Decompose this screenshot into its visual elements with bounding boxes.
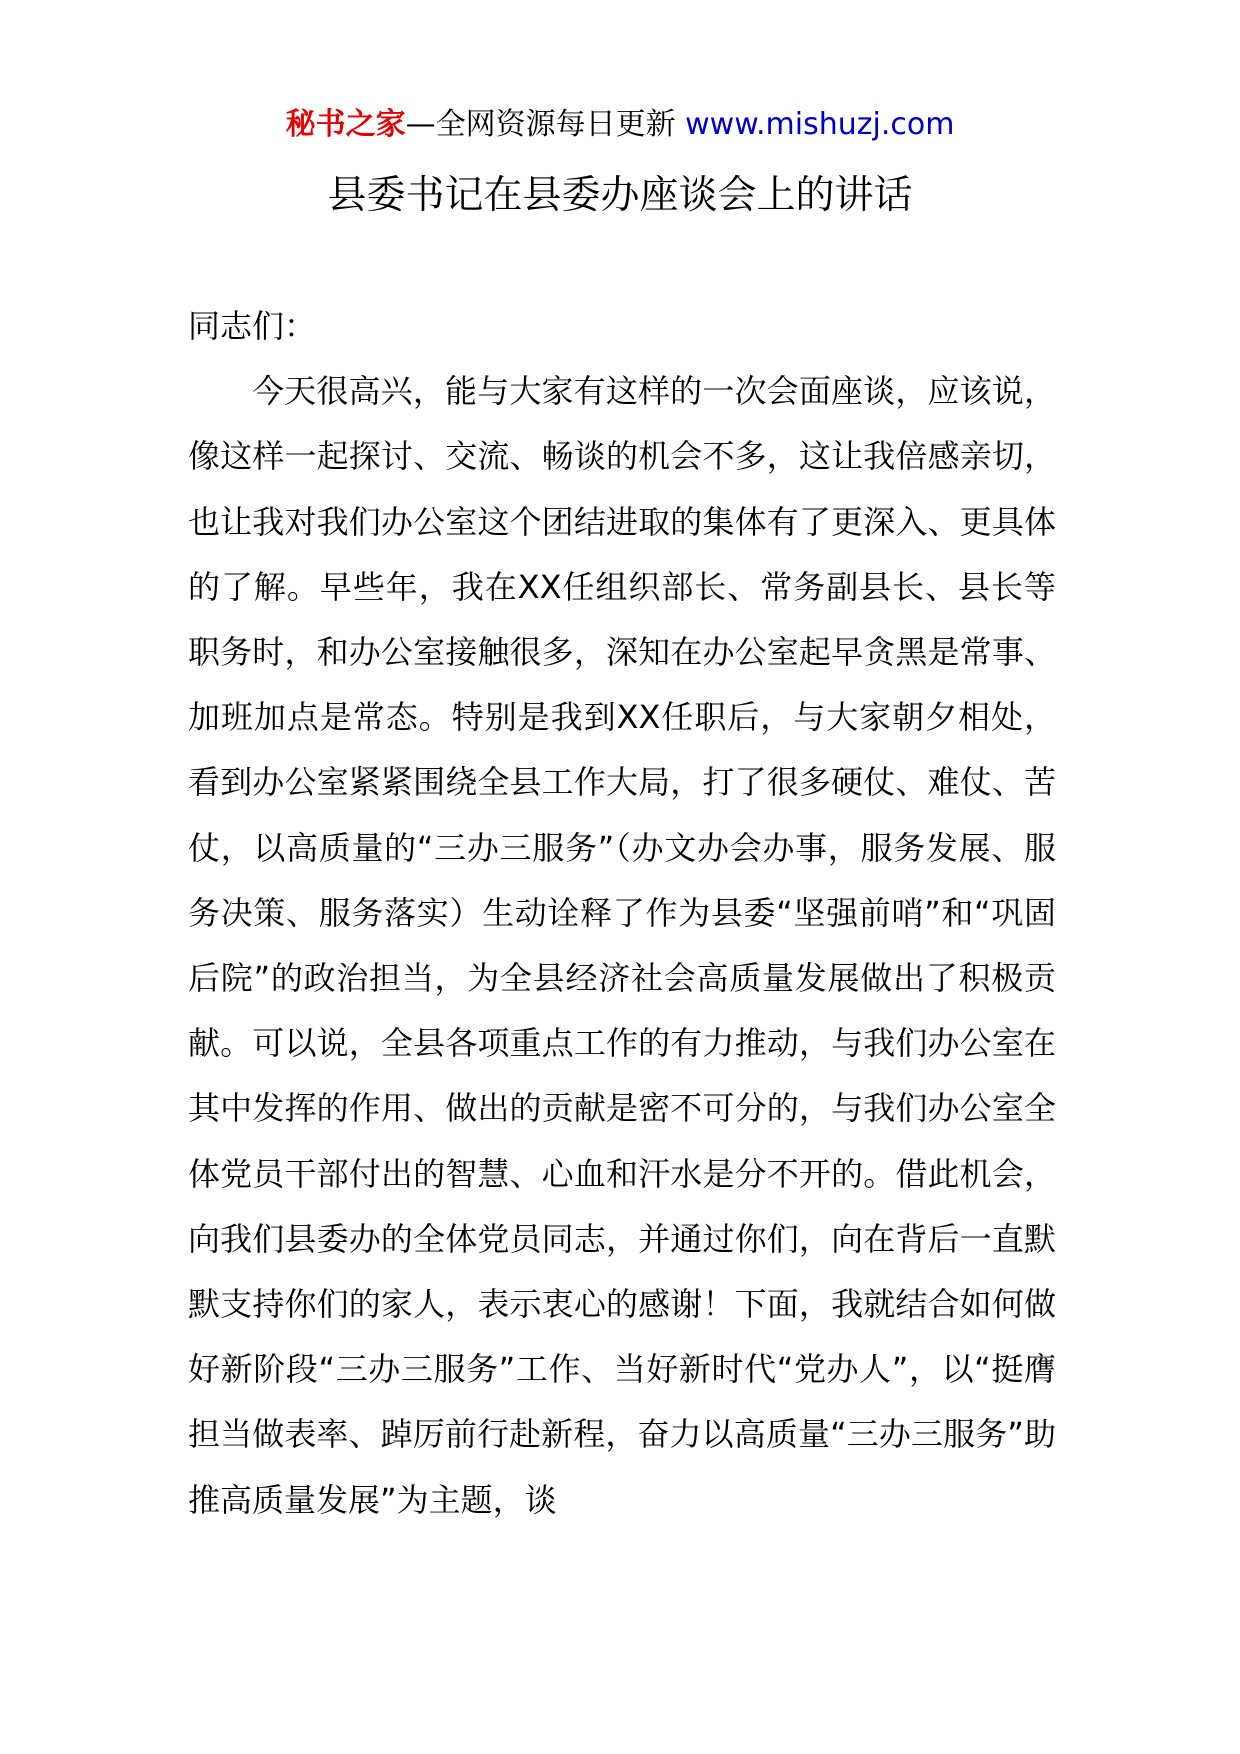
document-body [188,294,1056,1533]
body-paragraph: 今天很高兴，能与大家有这样的一次会面座谈，应该说，像这样一起探讨、交流、畅谈的机会不多，这让我倍感亲切，也让我对我们办公室这个团结进取的集体有了更深入、更具体的了解。早些年，我在XX任组织部长、常务副县长、县长等职务时，和办公室接触很多，深知在办公室起早贪黑是常事、加班加点是常态。特别是我到XX任职后，与大家朝夕相处，看到办公室紧紧围绕全县工作大局，打了很多硬仗、难仗、苦仗，以高质量的“三办三服务”（办文办会办事，服务发展、服务决策、服务落实）生动诠释了作为县委“坚强前哨”和“巩固后院”的政治担当，为全县经济社会高质量发展做出了积极贡献。可以说，全县各项重点工作的有力推动，与我们办公室在其中发挥的作用、做出的贡献是密不可分的，与我们办公室全体党员干部付出的智慧、心血和汗水是分不开的。借此机会，向我们县委办的全体党员同志，并通过你们，向在背后一直默默支持你们的家人，表示衷心的感谢！下面，我就结合如何做好新阶段“三办三服务”工作、当好新时代“党办人”，以“挺膺担当做表率、踔厉前行赴新程，奋力以高质量“三办三服务”助推高质量发展”为主题，谈 [188,372,1056,1519]
document-title: 县委书记在县委办座谈会上的讲话 [327,173,913,218]
salutation: 同志们： [188,307,317,345]
site-header [0,103,1240,147]
site-brand: 秘书之家 [285,107,406,142]
site-url-link[interactable]: www.mishuzj.com [685,107,955,142]
site-slogan: —全网资源每日更新 [405,107,686,142]
